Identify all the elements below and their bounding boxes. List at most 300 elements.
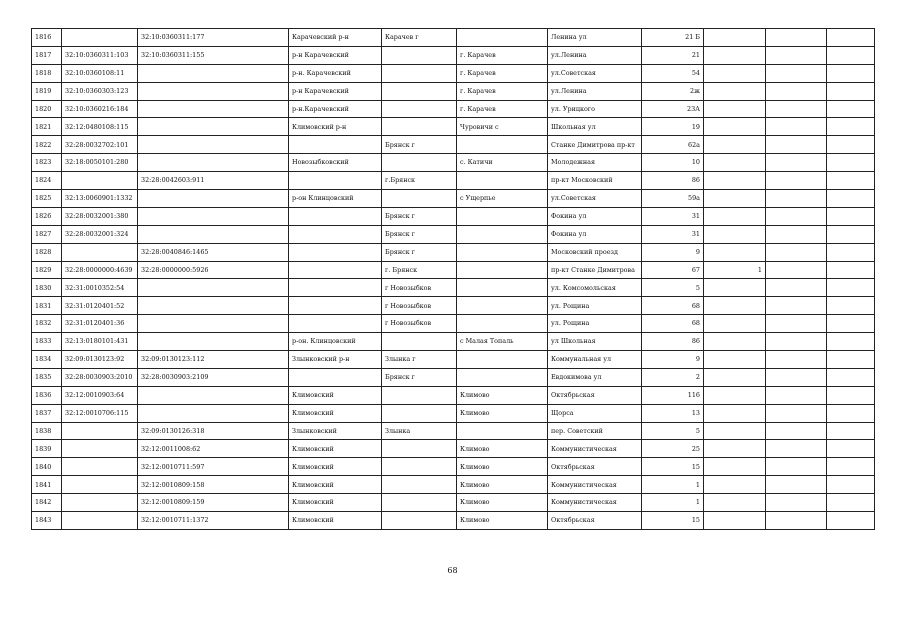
district-cell: Климовский — [289, 386, 382, 404]
house-number-cell: 21 — [642, 46, 704, 64]
extra-cell — [766, 476, 827, 494]
locality-cell: г. Карачев — [457, 82, 548, 100]
building-cadastral-cell: 32:10:0360311:177 — [138, 29, 289, 47]
house-number-cell: 21 Б — [642, 29, 704, 47]
row-number-cell: 1835 — [32, 368, 62, 386]
extra-cell — [766, 100, 827, 118]
city-cell: Брянск г — [382, 368, 457, 386]
district-cell: Климовский — [289, 440, 382, 458]
row-number-cell: 1843 — [32, 512, 62, 530]
street-cell: Молодежная — [548, 154, 642, 172]
district-cell: Климовский — [289, 458, 382, 476]
row-number-cell: 1837 — [32, 404, 62, 422]
extra-cell — [827, 29, 875, 47]
street-cell: ул.Ленина — [548, 46, 642, 64]
house-number-cell: 68 — [642, 297, 704, 315]
row-number-cell: 1823 — [32, 154, 62, 172]
cadastral-number-cell: 32:28:0032001:380 — [62, 207, 138, 225]
table-row — [32, 494, 875, 512]
district-cell: Новозыбковский — [289, 154, 382, 172]
locality-cell — [457, 207, 548, 225]
extra-cell — [827, 494, 875, 512]
cadastral-number-cell: 32:10:0360303:123 — [62, 82, 138, 100]
table-row — [32, 100, 875, 118]
locality-cell — [457, 368, 548, 386]
house-number-cell: 15 — [642, 512, 704, 530]
city-cell — [382, 118, 457, 136]
district-cell — [289, 279, 382, 297]
city-cell — [382, 458, 457, 476]
table-row — [32, 458, 875, 476]
cadastral-number-cell: 32:28:0032001:324 — [62, 225, 138, 243]
table-row — [32, 207, 875, 225]
row-number-cell: 1825 — [32, 190, 62, 208]
city-cell — [382, 46, 457, 64]
house-number-cell: 5 — [642, 279, 704, 297]
extra-cell — [704, 279, 766, 297]
building-cadastral-cell: 32:09:0130126:318 — [138, 422, 289, 440]
building-cadastral-cell — [138, 225, 289, 243]
district-cell: Злынковский р-н — [289, 351, 382, 369]
city-cell — [382, 386, 457, 404]
locality-cell — [457, 225, 548, 243]
extra-cell — [704, 386, 766, 404]
locality-cell — [457, 315, 548, 333]
extra-cell — [827, 100, 875, 118]
table-row — [32, 118, 875, 136]
locality-cell: Климово — [457, 404, 548, 422]
cadastral-number-cell: 32:18:0050101:280 — [62, 154, 138, 172]
extra-cell — [827, 422, 875, 440]
district-cell: р-он Клинцовский — [289, 190, 382, 208]
extra-cell — [827, 404, 875, 422]
table-row — [32, 261, 875, 279]
locality-cell — [457, 297, 548, 315]
extra-cell — [766, 243, 827, 261]
extra-cell — [766, 494, 827, 512]
locality-cell: с Ущерпье — [457, 190, 548, 208]
table-row — [32, 64, 875, 82]
extra-cell — [766, 207, 827, 225]
row-number-cell: 1816 — [32, 29, 62, 47]
cadastral-number-cell — [62, 440, 138, 458]
building-cadastral-cell — [138, 207, 289, 225]
extra-cell — [827, 458, 875, 476]
building-cadastral-cell: 32:10:0360311:155 — [138, 46, 289, 64]
extra-cell — [704, 297, 766, 315]
district-cell: Климовский — [289, 476, 382, 494]
table-row — [32, 225, 875, 243]
street-cell: Щорса — [548, 404, 642, 422]
city-cell: г Новозыбков — [382, 315, 457, 333]
city-cell: Карачев г — [382, 29, 457, 47]
extra-cell — [827, 297, 875, 315]
building-cadastral-cell — [138, 118, 289, 136]
building-cadastral-cell — [138, 64, 289, 82]
city-cell — [382, 404, 457, 422]
table-row — [32, 476, 875, 494]
extra-cell — [766, 82, 827, 100]
locality-cell: Климово — [457, 512, 548, 530]
extra-cell — [827, 154, 875, 172]
table-row — [32, 279, 875, 297]
building-cadastral-cell: 32:28:0000000:5926 — [138, 261, 289, 279]
district-cell: р-он. Клинцовский — [289, 333, 382, 351]
extra-cell — [704, 512, 766, 530]
extra-cell — [827, 136, 875, 154]
district-cell: Климовский — [289, 404, 382, 422]
extra-cell — [766, 46, 827, 64]
street-cell: ул. Рощина — [548, 297, 642, 315]
row-number-cell: 1819 — [32, 82, 62, 100]
cadastral-number-cell: 32:28:0030903:2010 — [62, 368, 138, 386]
house-number-cell: 15 — [642, 458, 704, 476]
cadastral-number-cell — [62, 422, 138, 440]
extra-cell — [704, 440, 766, 458]
street-cell: ул.Советская — [548, 64, 642, 82]
building-cadastral-cell: 32:12:0010809:159 — [138, 494, 289, 512]
extra-cell — [827, 386, 875, 404]
building-cadastral-cell: 32:28:0040846:1465 — [138, 243, 289, 261]
extra-cell — [827, 46, 875, 64]
cadastral-number-cell: 32:10:0360108:11 — [62, 64, 138, 82]
building-cadastral-cell — [138, 315, 289, 333]
house-number-cell: 31 — [642, 225, 704, 243]
street-cell: ул. Комсомольская — [548, 279, 642, 297]
cadastral-number-cell: 32:31:0010352:54 — [62, 279, 138, 297]
house-number-cell: 9 — [642, 351, 704, 369]
extra-cell — [704, 404, 766, 422]
extra-cell — [827, 118, 875, 136]
house-number-cell: 68 — [642, 315, 704, 333]
extra-cell — [766, 64, 827, 82]
street-cell: пер. Советский — [548, 422, 642, 440]
street-cell: Фокина ул — [548, 207, 642, 225]
row-number-cell: 1818 — [32, 64, 62, 82]
district-cell — [289, 243, 382, 261]
street-cell: Октябрьская — [548, 512, 642, 530]
row-number-cell: 1839 — [32, 440, 62, 458]
extra-cell — [827, 261, 875, 279]
extra-cell — [766, 136, 827, 154]
cadastral-number-cell: 32:28:0000000:4639 — [62, 261, 138, 279]
locality-cell: Климово — [457, 494, 548, 512]
extra-cell — [827, 512, 875, 530]
extra-cell — [766, 333, 827, 351]
house-number-cell: 5 — [642, 422, 704, 440]
extra-cell — [766, 422, 827, 440]
extra-cell — [704, 46, 766, 64]
row-number-cell: 1836 — [32, 386, 62, 404]
row-number-cell: 1828 — [32, 243, 62, 261]
row-number-cell: 1822 — [32, 136, 62, 154]
street-cell: Октябрьская — [548, 386, 642, 404]
city-cell: Брянск г — [382, 207, 457, 225]
street-cell: пр-кт Станке Димитрова — [548, 261, 642, 279]
building-cadastral-cell — [138, 82, 289, 100]
table-row — [32, 82, 875, 100]
extra-cell — [766, 458, 827, 476]
table-row — [32, 351, 875, 369]
locality-cell: Климово — [457, 440, 548, 458]
extra-cell — [827, 476, 875, 494]
building-cadastral-cell — [138, 386, 289, 404]
extra-cell — [766, 297, 827, 315]
row-number-cell: 1826 — [32, 207, 62, 225]
street-cell: Станке Димитрова пр-кт — [548, 136, 642, 154]
property-register-table — [31, 28, 875, 530]
table-body — [32, 29, 875, 530]
row-number-cell: 1834 — [32, 351, 62, 369]
extra-cell — [704, 422, 766, 440]
table-row — [32, 368, 875, 386]
locality-cell: г. Карачев — [457, 46, 548, 64]
row-number-cell: 1820 — [32, 100, 62, 118]
extra-cell — [704, 494, 766, 512]
city-cell: Брянск г — [382, 136, 457, 154]
locality-cell — [457, 351, 548, 369]
district-cell: Климовский — [289, 494, 382, 512]
extra-cell — [766, 279, 827, 297]
street-cell: ул. Рощина — [548, 315, 642, 333]
locality-cell: Чуровичи с — [457, 118, 548, 136]
building-cadastral-cell — [138, 333, 289, 351]
city-cell — [382, 476, 457, 494]
row-number-cell: 1831 — [32, 297, 62, 315]
building-cadastral-cell — [138, 279, 289, 297]
locality-cell: г. Карачев — [457, 100, 548, 118]
row-number-cell: 1830 — [32, 279, 62, 297]
extra-cell — [704, 29, 766, 47]
street-cell: Ленина ул — [548, 29, 642, 47]
row-number-cell: 1838 — [32, 422, 62, 440]
district-cell — [289, 297, 382, 315]
house-number-cell: 1 — [642, 494, 704, 512]
locality-cell — [457, 136, 548, 154]
table-row — [32, 136, 875, 154]
locality-cell: г. Карачев — [457, 64, 548, 82]
cadastral-number-cell — [62, 29, 138, 47]
table-row — [32, 154, 875, 172]
cadastral-number-cell: 32:12:0480108:115 — [62, 118, 138, 136]
extra-cell — [827, 190, 875, 208]
house-number-cell: 62а — [642, 136, 704, 154]
extra-cell — [827, 82, 875, 100]
city-cell — [382, 64, 457, 82]
city-cell — [382, 494, 457, 512]
district-cell — [289, 315, 382, 333]
cadastral-number-cell — [62, 458, 138, 476]
city-cell — [382, 440, 457, 458]
district-cell: р-н.Карачевский — [289, 100, 382, 118]
row-number-cell: 1833 — [32, 333, 62, 351]
table-row — [32, 190, 875, 208]
extra-cell — [827, 351, 875, 369]
row-number-cell: 1832 — [32, 315, 62, 333]
street-cell: Октябрьская — [548, 458, 642, 476]
table-row — [32, 46, 875, 64]
extra-cell — [704, 225, 766, 243]
extra-cell — [766, 29, 827, 47]
table-row — [32, 315, 875, 333]
street-cell: Коммунистическая — [548, 440, 642, 458]
building-cadastral-cell: 32:12:0010711:1372 — [138, 512, 289, 530]
extra-cell — [766, 261, 827, 279]
district-cell — [289, 172, 382, 190]
house-number-cell: 10 — [642, 154, 704, 172]
table-row — [32, 404, 875, 422]
city-cell — [382, 190, 457, 208]
extra-cell — [704, 207, 766, 225]
street-cell: Коммунистическая — [548, 494, 642, 512]
street-cell: Коммунистическая — [548, 476, 642, 494]
table-row — [32, 243, 875, 261]
row-number-cell: 1827 — [32, 225, 62, 243]
house-number-cell: 31 — [642, 207, 704, 225]
street-cell: Евдокимова ул — [548, 368, 642, 386]
extra-cell — [827, 207, 875, 225]
city-cell: Брянск г — [382, 243, 457, 261]
locality-cell: Климово — [457, 386, 548, 404]
extra-cell — [766, 404, 827, 422]
locality-cell: Климово — [457, 476, 548, 494]
locality-cell: с. Катичи — [457, 154, 548, 172]
district-cell: Карачевский р-н — [289, 29, 382, 47]
extra-cell — [704, 118, 766, 136]
district-cell: р-н. Карачевский — [289, 64, 382, 82]
locality-cell — [457, 243, 548, 261]
extra-cell — [827, 64, 875, 82]
cadastral-number-cell — [62, 512, 138, 530]
extra-cell — [704, 243, 766, 261]
extra-cell — [704, 476, 766, 494]
building-cadastral-cell — [138, 404, 289, 422]
city-cell: Злынка г — [382, 351, 457, 369]
city-cell: Злынка — [382, 422, 457, 440]
cadastral-number-cell: 32:10:0360216:184 — [62, 100, 138, 118]
cadastral-number-cell: 32:31:0120401:36 — [62, 315, 138, 333]
extra-cell: 1 — [704, 261, 766, 279]
building-cadastral-cell: 32:28:0042603:911 — [138, 172, 289, 190]
city-cell: г Новозыбков — [382, 297, 457, 315]
building-cadastral-cell: 32:09:0130123:112 — [138, 351, 289, 369]
table-row — [32, 297, 875, 315]
street-cell: Фокина ул — [548, 225, 642, 243]
house-number-cell: 2ж — [642, 82, 704, 100]
locality-cell — [457, 172, 548, 190]
locality-cell: Климово — [457, 458, 548, 476]
extra-cell — [704, 100, 766, 118]
locality-cell — [457, 261, 548, 279]
table-row — [32, 333, 875, 351]
district-cell — [289, 136, 382, 154]
extra-cell — [766, 118, 827, 136]
table-row — [32, 29, 875, 47]
row-number-cell: 1841 — [32, 476, 62, 494]
cadastral-number-cell: 32:13:0060901:1332 — [62, 190, 138, 208]
district-cell: р-н Карачевский — [289, 82, 382, 100]
city-cell — [382, 154, 457, 172]
district-cell: р-н Карачевский — [289, 46, 382, 64]
building-cadastral-cell: 32:12:0011008:62 — [138, 440, 289, 458]
district-cell — [289, 207, 382, 225]
extra-cell — [766, 386, 827, 404]
city-cell — [382, 333, 457, 351]
extra-cell — [766, 512, 827, 530]
locality-cell — [457, 29, 548, 47]
building-cadastral-cell — [138, 190, 289, 208]
cadastral-number-cell: 32:12:0010903:64 — [62, 386, 138, 404]
cadastral-number-cell: 32:28:0032702:101 — [62, 136, 138, 154]
cadastral-number-cell: 32:10:0360311:103 — [62, 46, 138, 64]
house-number-cell: 2 — [642, 368, 704, 386]
district-cell — [289, 261, 382, 279]
house-number-cell: 116 — [642, 386, 704, 404]
locality-cell: с Малая Топаль — [457, 333, 548, 351]
extra-cell — [827, 368, 875, 386]
extra-cell — [827, 172, 875, 190]
street-cell: Коммунальная ул — [548, 351, 642, 369]
street-cell: Школьная ул — [548, 118, 642, 136]
house-number-cell: 67 — [642, 261, 704, 279]
cadastral-number-cell: 32:13:0180101:431 — [62, 333, 138, 351]
extra-cell — [827, 279, 875, 297]
house-number-cell: 1 — [642, 476, 704, 494]
building-cadastral-cell: 32:28:0030903:2109 — [138, 368, 289, 386]
page-number: 68 — [447, 566, 458, 575]
table-row — [32, 440, 875, 458]
street-cell: Московский проезд — [548, 243, 642, 261]
extra-cell — [704, 64, 766, 82]
cadastral-number-cell: 32:09:0130123:92 — [62, 351, 138, 369]
extra-cell — [766, 225, 827, 243]
street-cell: ул.Ленина — [548, 82, 642, 100]
city-cell — [382, 512, 457, 530]
extra-cell — [827, 333, 875, 351]
row-number-cell: 1840 — [32, 458, 62, 476]
table-row — [32, 172, 875, 190]
extra-cell — [704, 136, 766, 154]
house-number-cell: 9 — [642, 243, 704, 261]
row-number-cell: 1821 — [32, 118, 62, 136]
district-cell: Климовский — [289, 512, 382, 530]
house-number-cell: 23А — [642, 100, 704, 118]
building-cadastral-cell — [138, 154, 289, 172]
extra-cell — [766, 315, 827, 333]
district-cell: Климовский р-н — [289, 118, 382, 136]
district-cell — [289, 225, 382, 243]
house-number-cell: 86 — [642, 333, 704, 351]
extra-cell — [704, 82, 766, 100]
extra-cell — [704, 315, 766, 333]
building-cadastral-cell — [138, 100, 289, 118]
table-row — [32, 512, 875, 530]
street-cell: пр-кт Московский — [548, 172, 642, 190]
extra-cell — [827, 315, 875, 333]
extra-cell — [766, 190, 827, 208]
city-cell — [382, 82, 457, 100]
row-number-cell: 1824 — [32, 172, 62, 190]
extra-cell — [827, 243, 875, 261]
street-cell: ул.Советская — [548, 190, 642, 208]
locality-cell — [457, 422, 548, 440]
district-cell: Злынковский — [289, 422, 382, 440]
extra-cell — [704, 154, 766, 172]
building-cadastral-cell — [138, 297, 289, 315]
extra-cell — [704, 333, 766, 351]
house-number-cell: 25 — [642, 440, 704, 458]
extra-cell — [704, 458, 766, 476]
